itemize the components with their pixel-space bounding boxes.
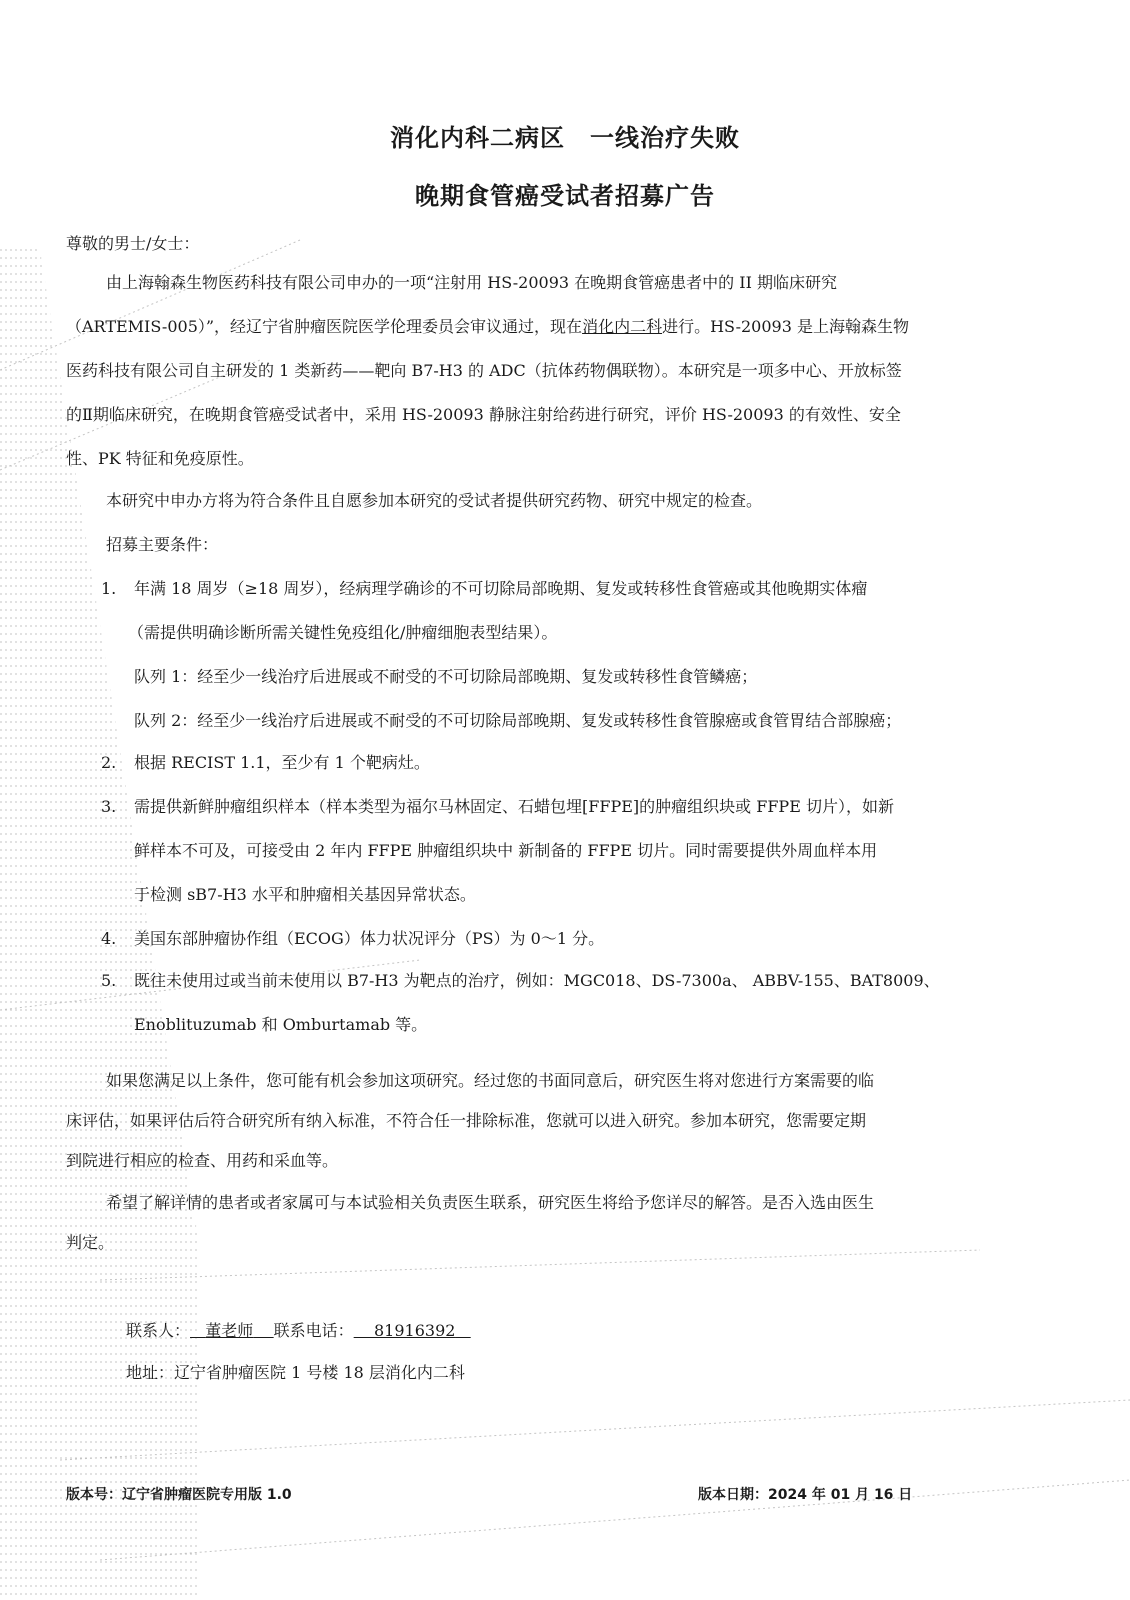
footer-date: 版本日期：2024 年 01 月 16 日 — [698, 1487, 913, 1503]
criterion-3-line-1: 需提供新鲜肿瘤组织样本（样本类型为福尔马林固定、石蜡包埋[FFPE]的肿瘤组织块或 FFPE 切片），如新 — [134, 797, 894, 816]
criterion-5-line-2: Enoblituzumab 和 Omburtamab 等。 — [134, 1015, 428, 1034]
criterion-3-line-2: 鲜样本不可及，可接受由 2 年内 FFPE 肿瘤组织块中 新制备的 FFPE 切片。同时需要提供外周血样本用 — [134, 841, 878, 860]
contact-line — [126, 1320, 471, 1342]
intro-line-4: 的Ⅱ期临床研究，在晚期食管癌受试者中，采用 HS-20093 静脉注射给药进行研究，评价 HS-20093 的有效性、安全 — [66, 405, 901, 424]
department-link-text: 消化内二科 — [582, 317, 663, 336]
contact-phone-label: 联系电话： — [273, 1321, 354, 1340]
cohort-2: 队列 2：经至少一线治疗后进展或不耐受的不可切除局部晚期、复发或转移性食管腺癌或食管胃结合部腺癌； — [134, 711, 902, 730]
contact-phone: 81916392 — [374, 1321, 456, 1340]
eligibility-line-1: 如果您满足以上条件，您可能有机会参加这项研究。经过您的书面同意后，研究医生将对您进行方案需要的临 — [106, 1071, 875, 1090]
contact-person-label: 联系人： — [126, 1321, 191, 1340]
criterion-1-line-1: 年满 18 周岁（≥18 周岁），经病理学确诊的不可切除局部晚期、复发或转移性食管癌或其他晚期实体瘤 — [134, 579, 868, 598]
criterion-1-line-2: （需提供明确诊断所需关键性免疫组化/肿瘤细胞表型结果）。 — [128, 623, 558, 642]
greeting: 尊敬的男士/女士： — [66, 234, 200, 253]
criterion-5-number: 5. — [101, 971, 117, 990]
intro-line-2: （ARTEMIS-005）”，经辽宁省肿瘤医院医学伦理委员会审议通过，现在消化内二科进行。HS-20093 是上海翰森生物 — [66, 317, 909, 336]
title-line-1: 消化内科二病区 一线治疗失败 — [390, 124, 740, 152]
intro-line-5: 性、PK 特征和免疫原性。 — [66, 449, 254, 468]
criterion-5-line-1: 既往未使用过或当前未使用以 B7-H3 为靶点的治疗，例如：MGC018、DS-7300a、 ABBV-155、BAT8009、 — [134, 971, 940, 990]
eligibility-line-3: 到院进行相应的检查、用药和采血等。 — [66, 1151, 339, 1170]
closing-line-2: 判定。 — [66, 1233, 115, 1252]
criterion-2-number: 2. — [101, 753, 117, 772]
intro-line-3: 医药科技有限公司自主研发的 1 类新药——靶向 B7-H3 的 ADC（抗体药物偶联物）。本研究是一项多中心、开放标签 — [66, 361, 902, 380]
intro-line-1: 由上海翰森生物医药科技有限公司申办的一项“注射用 HS-20093 在晚期食管癌患者中的 II 期临床研究 — [106, 273, 837, 292]
criterion-3-line-3: 于检测 sB7-H3 水平和肿瘤相关基因异常状态。 — [134, 885, 476, 904]
criterion-4-number: 4. — [101, 929, 117, 948]
title-line-2: 晚期食管癌受试者招募广告 — [415, 182, 715, 210]
criteria-heading: 招募主要条件： — [106, 535, 219, 554]
criterion-3-number: 3. — [101, 797, 117, 816]
sponsor-note: 本研究中申办方将为符合条件且自愿参加本研究的受试者提供研究药物、研究中规定的检查。 — [106, 491, 763, 510]
criterion-2-line-1: 根据 RECIST 1.1，至少有 1 个靶病灶。 — [134, 753, 430, 772]
contact-person: 董老师 — [205, 1321, 254, 1340]
contact-address: 地址：辽宁省肿瘤医院 1 号楼 18 层消化内二科 — [126, 1363, 465, 1382]
criterion-4-line-1: 美国东部肿瘤协作组（ECOG）体力状况评分（PS）为 0～1 分。 — [134, 929, 605, 948]
criterion-1-number: 1. — [101, 579, 117, 598]
eligibility-line-2: 床评估，如果评估后符合研究所有纳入标准，不符合任一排除标准，您就可以进入研究。参加本研究，您需要定期 — [66, 1111, 867, 1130]
footer-version: 版本号：辽宁省肿瘤医院专用版 1.0 — [66, 1487, 292, 1503]
cohort-1: 队列 1：经至少一线治疗后进展或不耐受的不可切除局部晚期、复发或转移性食管鳞癌； — [134, 667, 758, 686]
closing-line-1: 希望了解详情的患者或者家属可与本试验相关负责医生联系，研究医生将给予您详尽的解答。是否入选由医生 — [106, 1193, 875, 1212]
